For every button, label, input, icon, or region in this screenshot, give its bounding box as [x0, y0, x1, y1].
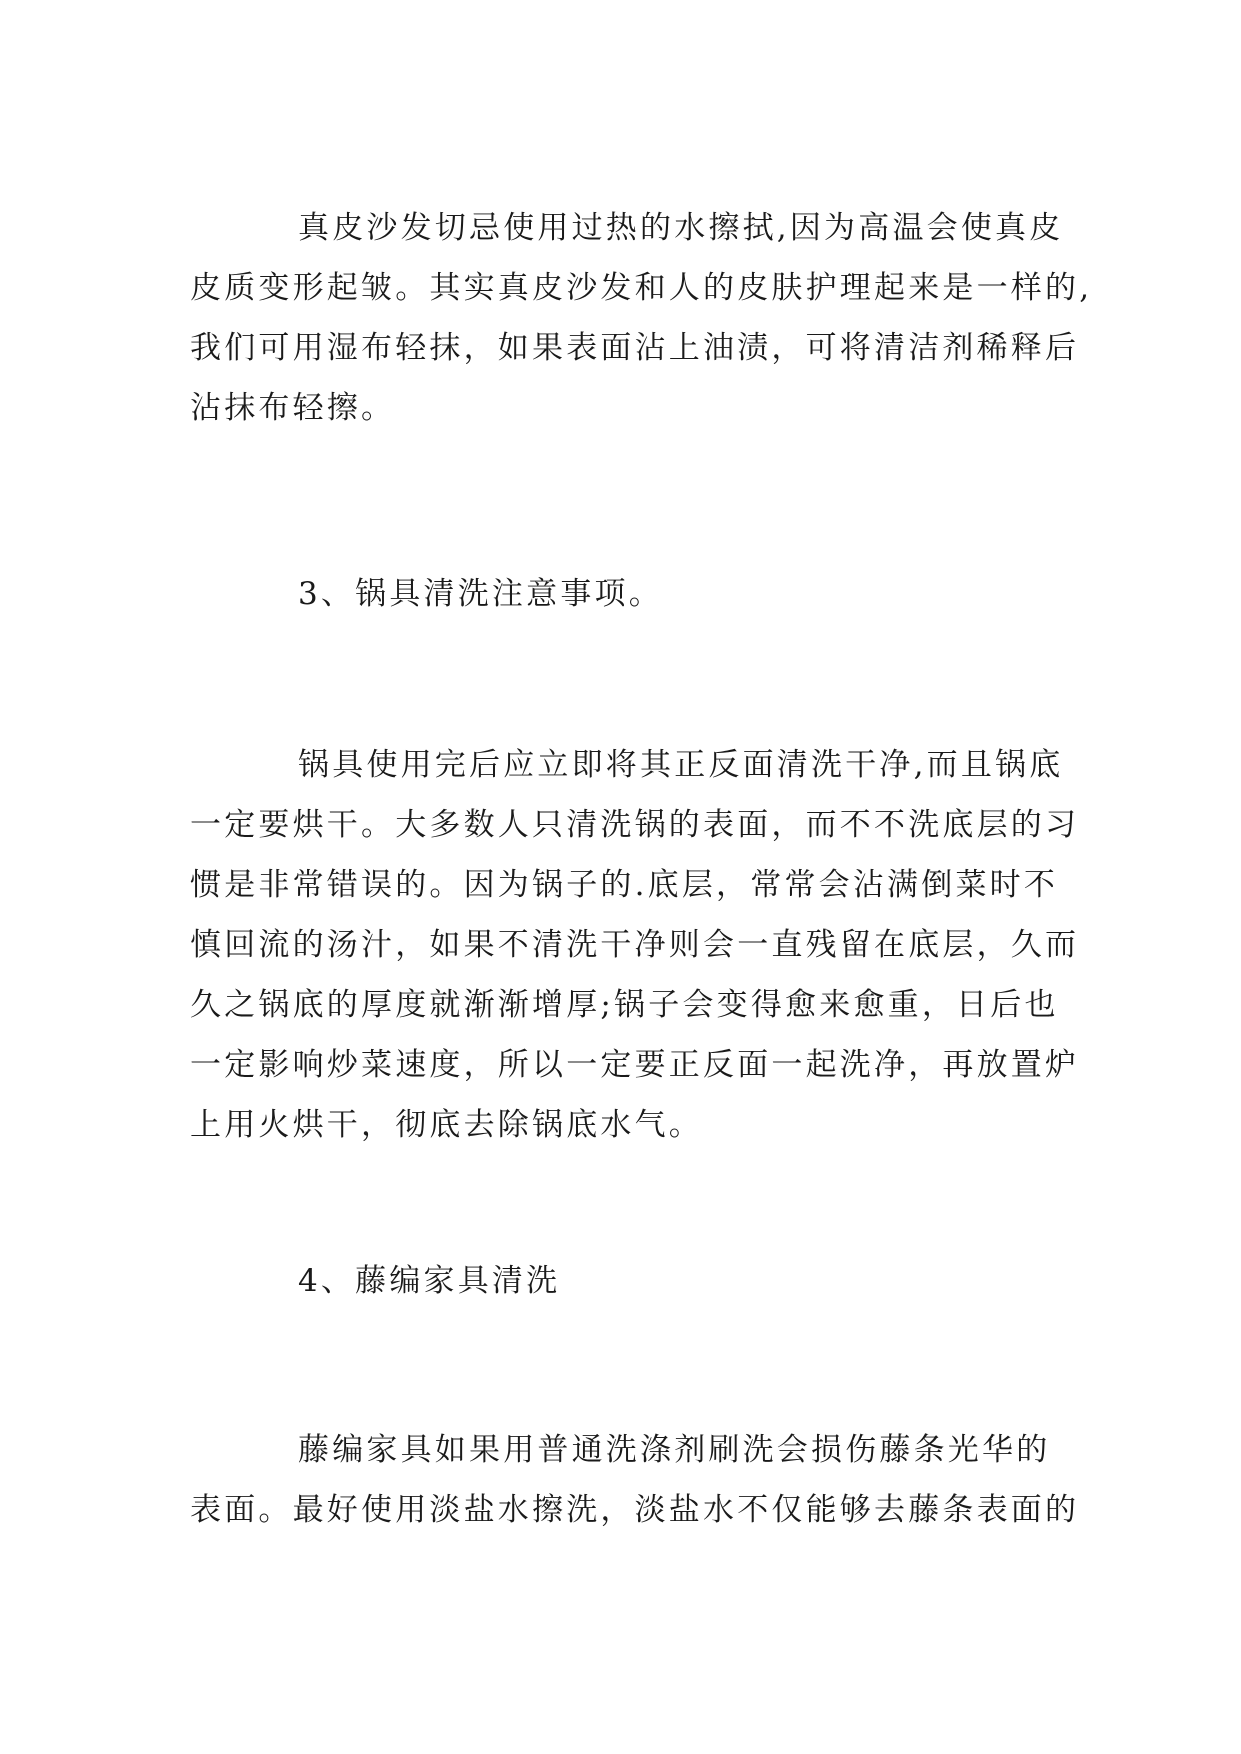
paragraph-line: 锅具使用完后应立即将其正反面清洗干净,而且锅底	[298, 747, 1064, 783]
paragraph-line: 一定要烘干。大多数人只清洗锅的表面，而不不洗底层的习	[190, 807, 1080, 843]
paragraph-line: 沾抹布轻擦。	[190, 390, 396, 426]
paragraph-line: 上用火烘干，彻底去除锅底水气。	[190, 1107, 703, 1143]
paragraph-line: 一定影响炒菜速度，所以一定要正反面一起洗净，再放置炉	[190, 1047, 1080, 1083]
paragraph-leather-sofa	[190, 198, 1093, 438]
section-heading-3	[190, 564, 1090, 624]
paragraph-line: 慎回流的汤汁，如果不清洗干净则会一直残留在底层，久而	[190, 927, 1080, 963]
section-heading-4	[190, 1251, 1090, 1311]
paragraph-cookware	[190, 735, 1090, 1155]
paragraph-line: 皮质变形起皱。其实真皮沙发和人的皮肤护理起来是一样的,	[190, 270, 1093, 306]
section-heading: 4、藤编家具清洗	[298, 1263, 561, 1299]
paragraph-line: 表面。最好使用淡盐水擦洗，淡盐水不仅能够去藤条表面的	[190, 1492, 1080, 1528]
paragraph-rattan	[190, 1420, 1090, 1540]
paragraph-line: 藤编家具如果用普通洗涤剂刷洗会损伤藤条光华的	[298, 1432, 1051, 1468]
paragraph-line: 久之锅底的厚度就渐渐增厚;锅子会变得愈来愈重，日后也	[190, 987, 1059, 1023]
paragraph-line: 惯是非常错误的。因为锅子的.底层，常常会沾满倒菜时不	[190, 867, 1059, 903]
paragraph-line: 真皮沙发切忌使用过热的水擦拭,因为高温会使真皮	[298, 210, 1064, 246]
section-heading: 3、锅具清洗注意事项。	[298, 576, 663, 612]
paragraph-line: 我们可用湿布轻抹，如果表面沾上油渍，可将清洁剂稀释后	[190, 330, 1080, 366]
